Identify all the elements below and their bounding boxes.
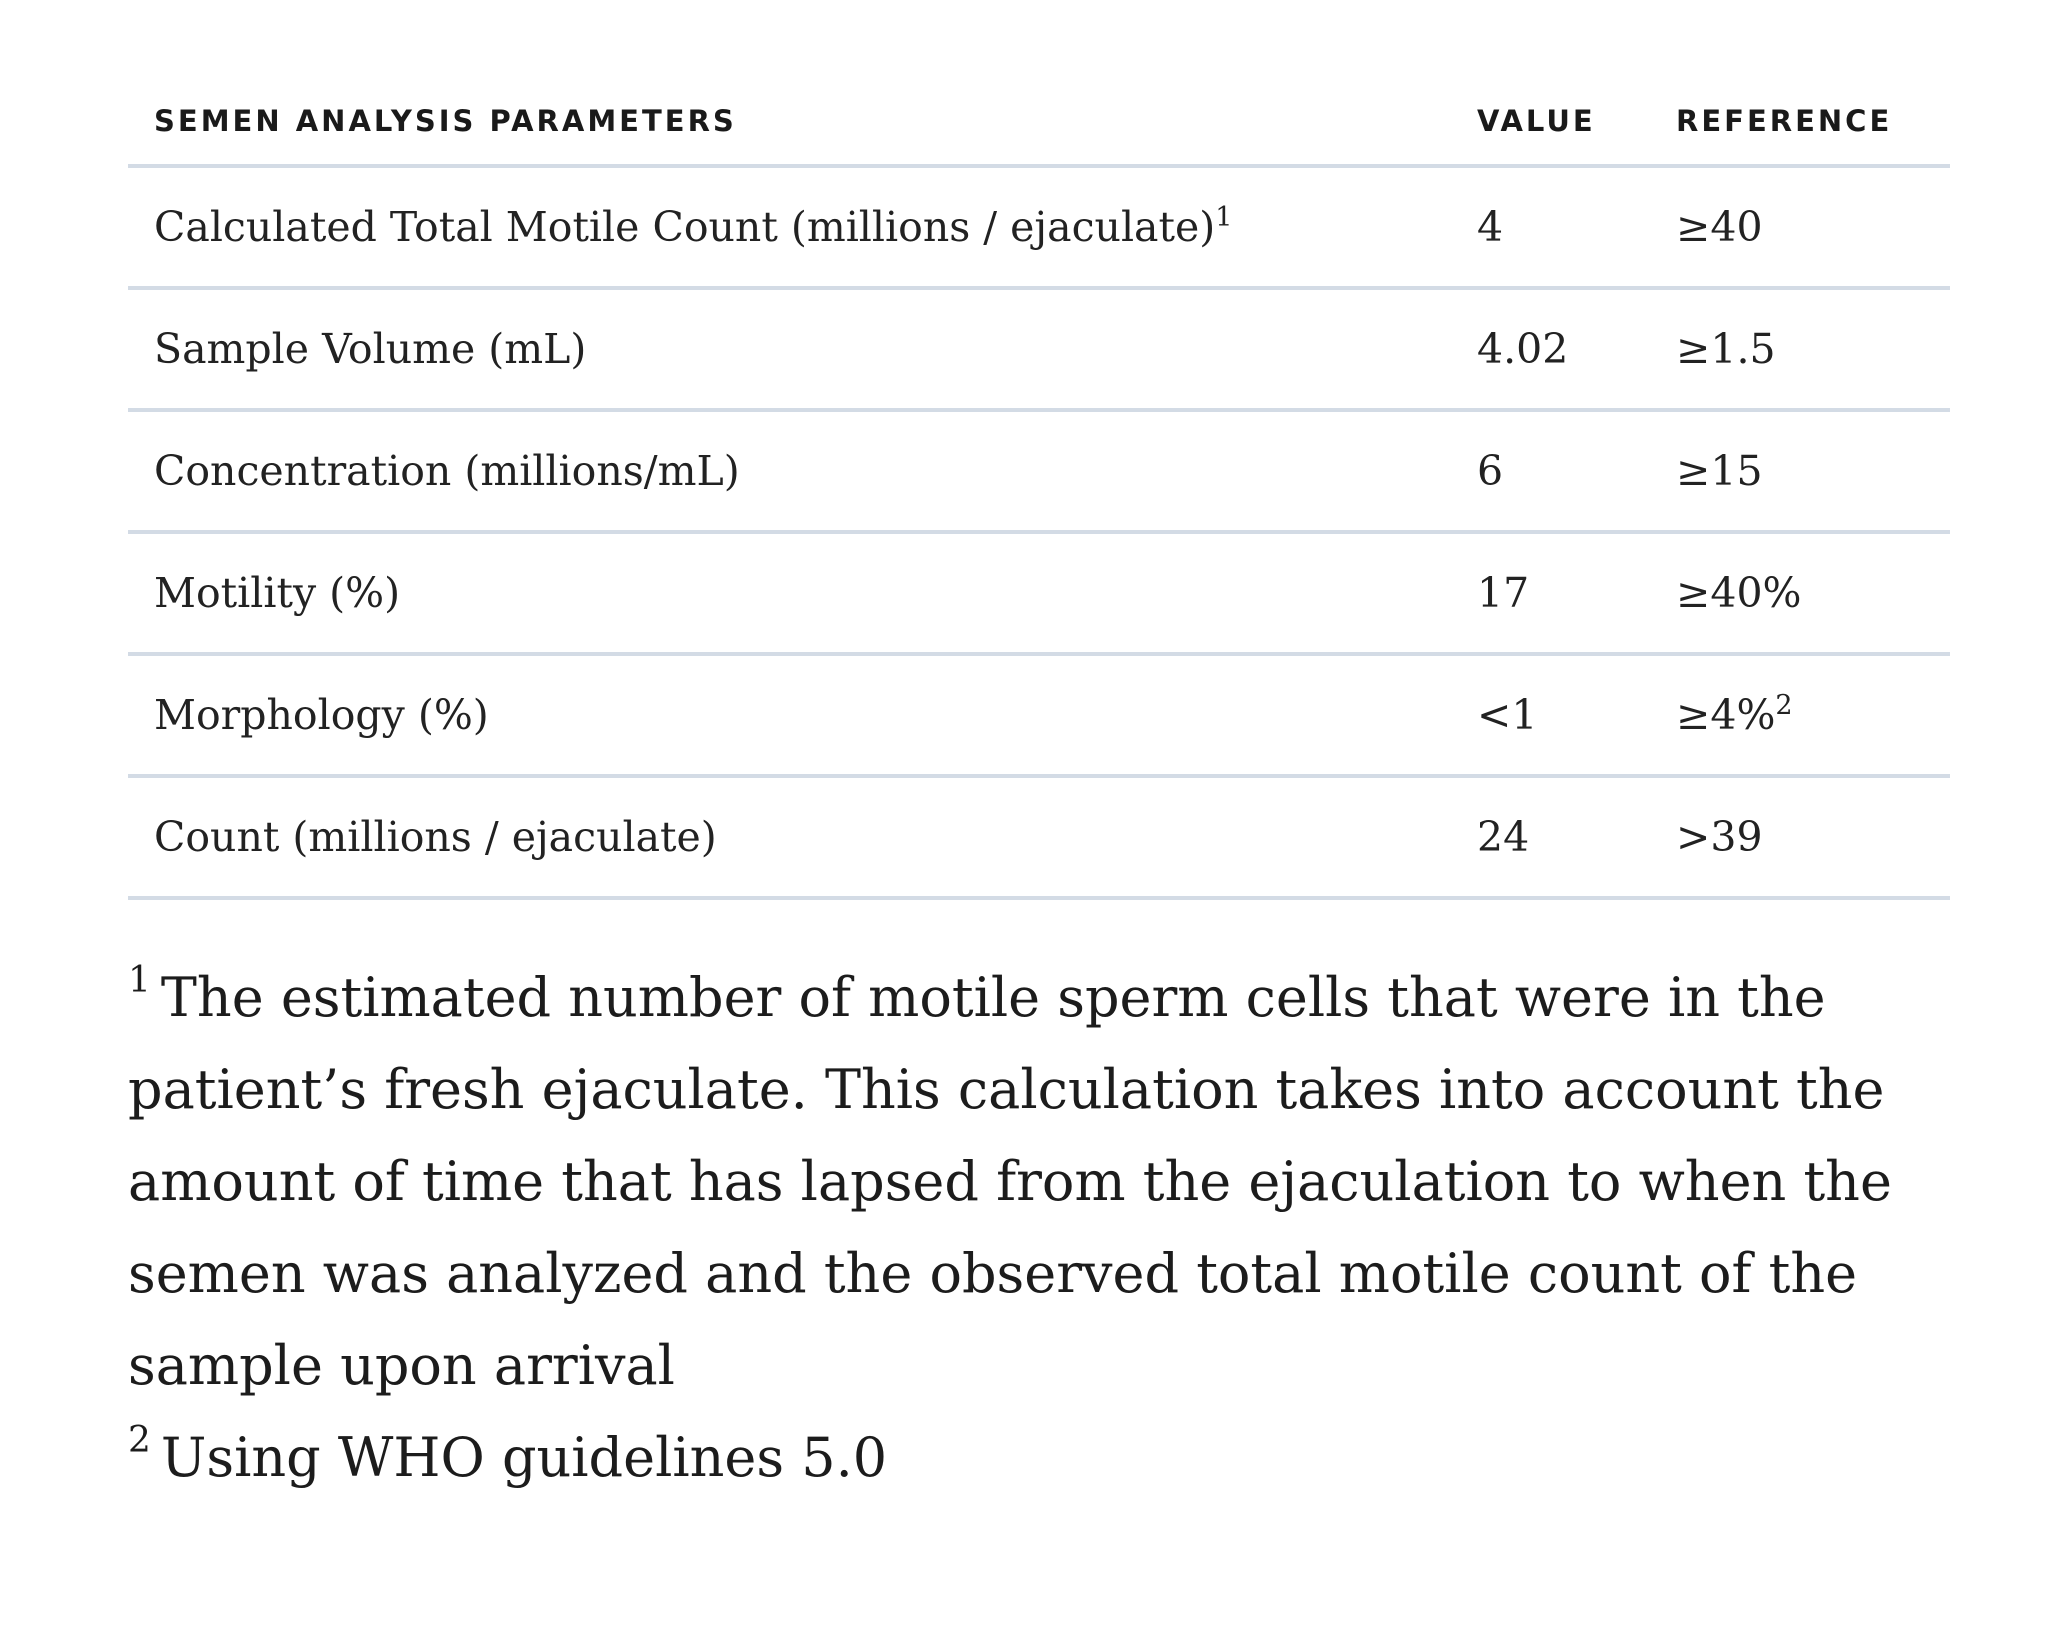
- table-header-row: [128, 78, 1950, 166]
- reference-cell: [1650, 288, 1950, 410]
- table-row: [128, 288, 1950, 410]
- value-cell: 4.02: [1451, 288, 1650, 410]
- footnote-marker: 1: [1215, 202, 1233, 233]
- parameters-column-header: SEMEN ANALYSIS PARAMETERS: [128, 78, 1451, 166]
- parameter-label: Morphology (%): [154, 691, 489, 739]
- footnote-marker: 2: [1775, 690, 1793, 721]
- table-row: [128, 410, 1950, 532]
- reference-label: ≥40: [1676, 203, 1763, 251]
- value-cell: 17: [1451, 532, 1650, 654]
- results-section: [128, 0, 1950, 1504]
- parameter-label: Sample Volume (mL): [154, 325, 587, 373]
- parameter-cell: [128, 288, 1451, 410]
- table-row: [128, 776, 1950, 898]
- value-cell: 6: [1451, 410, 1650, 532]
- reference-cell: [1650, 654, 1950, 776]
- value-cell: 4: [1451, 166, 1650, 288]
- reference-label: >39: [1676, 813, 1763, 861]
- footnote-text: Using WHO guidelines 5.0: [160, 1426, 888, 1489]
- footnote: [128, 1412, 1950, 1504]
- value-cell: <1: [1451, 654, 1650, 776]
- reference-cell: [1650, 776, 1950, 898]
- table-row: [128, 654, 1950, 776]
- parameter-label: Count (millions / ejaculate): [154, 813, 717, 861]
- footnote-marker: 2: [128, 1420, 151, 1461]
- parameter-label: Calculated Total Motile Count (millions / ejaculate): [154, 203, 1216, 251]
- reference-cell: [1650, 532, 1950, 654]
- footnote-text: The estimated number of motile sperm cells that were in the patient’s fresh ejaculate. This calculation takes into account the amount of time that has lapsed from the ejaculation to when the semen was analyzed and the observed total motile count of the sample upon arrival: [128, 966, 1892, 1397]
- footnote-marker: 1: [128, 960, 151, 1001]
- parameter-cell: [128, 166, 1451, 288]
- reference-cell: [1650, 166, 1950, 288]
- semen-analysis-table: [128, 78, 1950, 900]
- parameter-label: Motility (%): [154, 569, 401, 617]
- parameter-cell: [128, 410, 1451, 532]
- parameter-label: Concentration (millions/mL): [154, 447, 740, 495]
- reference-label: ≥40%: [1676, 569, 1802, 617]
- reference-label: ≥1.5: [1676, 325, 1776, 373]
- reference-column-header: REFERENCE: [1650, 78, 1950, 166]
- footnotes: [128, 952, 1950, 1504]
- value-cell: 24: [1451, 776, 1650, 898]
- table-row: [128, 532, 1950, 654]
- reference-label: ≥15: [1676, 447, 1763, 495]
- value-column-header: VALUE: [1451, 78, 1650, 166]
- footnote: [128, 952, 1950, 1412]
- parameter-cell: [128, 532, 1451, 654]
- reference-label: ≥4%: [1676, 691, 1776, 739]
- reference-cell: [1650, 410, 1950, 532]
- parameter-cell: [128, 776, 1451, 898]
- table-row: [128, 166, 1950, 288]
- parameter-cell: [128, 654, 1451, 776]
